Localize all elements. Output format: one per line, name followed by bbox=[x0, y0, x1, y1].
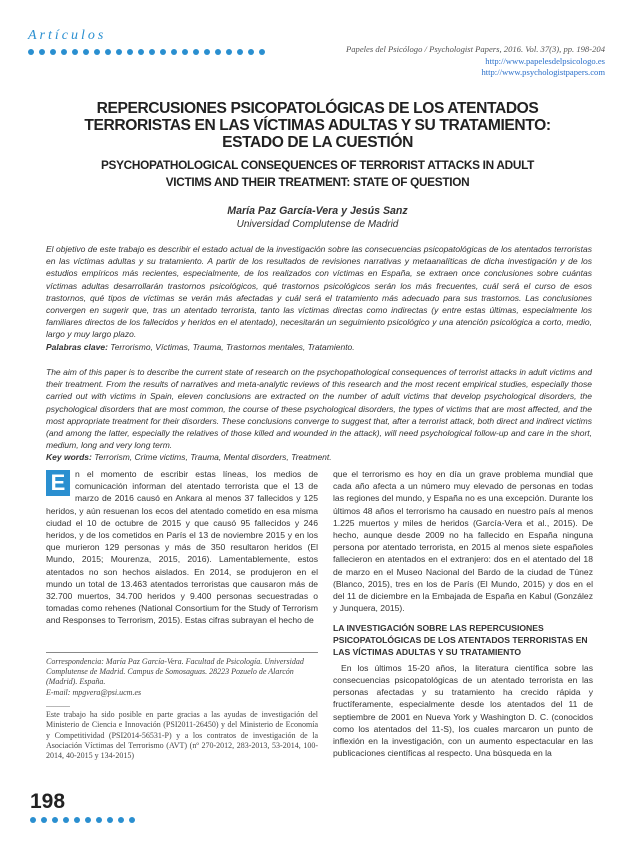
dot-icon bbox=[50, 49, 56, 55]
title-english bbox=[40, 157, 595, 191]
dot-icon bbox=[226, 49, 232, 55]
dot-icon bbox=[85, 817, 91, 823]
body-column-right bbox=[333, 468, 593, 759]
title-es-line: ESTADO DE LA CUESTIÓN bbox=[222, 134, 413, 151]
dot-icon bbox=[237, 49, 243, 55]
dot-icon bbox=[182, 49, 188, 55]
title-es-line: REPERCUSIONES PSICOPATOLÓGICAS DE LOS ATENTADOS bbox=[96, 100, 539, 117]
dot-icon bbox=[127, 49, 133, 55]
dot-icon bbox=[63, 817, 69, 823]
correspondence-email[interactable]: E-mail: mpgvera@psi.ucm.es bbox=[46, 687, 142, 697]
journal-citation: Papeles del Psicólogo / Psychologist Papers, 2016. Vol. 37(3), pp. 198-204 bbox=[346, 44, 605, 54]
keywords-spanish bbox=[46, 341, 592, 353]
dot-icon bbox=[171, 49, 177, 55]
journal-url-1[interactable]: http://www.papelesdelpsicologo.es bbox=[485, 55, 605, 66]
funding-text: Este trabajo ha sido posible en parte gracias a las ayudas de investigación del Ministerio de Ciencia e Innovación (PSI2011-26450) y del Ministerio de Economía y Competitividad (PSI2014-56531-P) y a los contratos de investigación de la Asociación Víctimas del Terrorismo (AVT) (nº 270-2012, 283-2013, 53-2014, 100-2014, 40-2015 y 134-2015) bbox=[46, 710, 318, 761]
abstract-en-text: The aim of this paper is to describe the current state of research on the psychopathological consequences of terrorist attacks in adult victims and their treatment. From the results of narratives and meta-analytic reviews of this research and the most recent empirical studies, especially those carried out with victims in Spain, eleven conclusions are extracted on the number of adult victims that develop psychological disorders, the psychological disorders that are most common, the course of these psychological disorders, the types of victims that are most affected, and the most appropriate treatment for their disorders. These conclusions converge to suggest that, after a terrorist attack, both direct and indirect victims (and among the latter, especially the relatives of those killed and wounded in the attack), will need psychological follow-up and care in the short, medium, long and very long term. bbox=[46, 367, 592, 451]
dot-icon bbox=[116, 49, 122, 55]
dot-icon bbox=[105, 49, 111, 55]
dot-icon bbox=[52, 817, 58, 823]
drop-cap: E bbox=[46, 470, 70, 496]
footnote-divider bbox=[46, 652, 318, 653]
dot-icon bbox=[160, 49, 166, 55]
affiliation: Universidad Complutense de Madrid bbox=[236, 219, 399, 230]
keywords-es-label: Palabras clave: bbox=[46, 341, 108, 352]
dot-icon bbox=[72, 49, 78, 55]
dot-icon bbox=[61, 49, 67, 55]
body-paragraph: En los últimos 15-20 años, la literatura científica sobre las consecuencias psicopatológicas de un atentado terrorista en las personas afectadas y su tratamiento ha crecido rápida y fructíferamente, especialmente desde los atentados del 11 de septiembre de 2001 en Nueva York y Washington D. C. (conocidos como los atentados del 11-S), los cuales marcaron un punto de inflexión en la investigación, con un aumento espectacular en las publicaciones científicas al respecto. Una búsqueda en la bbox=[333, 662, 593, 759]
authors: María Paz García-Vera y Jesús Sanz bbox=[227, 205, 408, 217]
keywords-es-text: Terrorismo, Víctimas, Trauma, Trastornos mentales, Tratamiento. bbox=[110, 341, 355, 352]
title-spanish bbox=[40, 100, 595, 151]
dot-icon bbox=[118, 817, 124, 823]
dot-icon bbox=[74, 817, 80, 823]
title-es-line: TERRORISTAS EN LAS VÍCTIMAS ADULTAS Y SU TRATAMIENTO: bbox=[84, 117, 551, 134]
dot-icon bbox=[28, 49, 34, 55]
journal-url-2[interactable]: http://www.psychologistpapers.com bbox=[481, 67, 605, 77]
body-column-left bbox=[46, 468, 318, 627]
body-paragraph: que el terrorismo es hoy en día un grave problema mundial que cada año afecta a un número muy elevado de personas en todas las regiones del mundo, y España no es una excepción. Durante los últimos 48 años el terrorismo ha causado en nuestro país al menos 1.225 muertos y miles de heridos (García-Vera et al., 2015). De hecho, aunque desde 2009 no ha fallecido en España ninguna persona por atentado terrorista, en 2015 al menos siete españoles fallecieron en atentados en el extranjero: dos en el atentado del 18 de marzo en el Museo Nacional del Bardo de la ciudad de Túnez (Blanco, 2015), tres en los de París (El Mundo, 2015) y dos en el del 11 de diciembre en la Embajada de España en Kabul (González y Junquera, 2015). bbox=[333, 469, 593, 614]
abstract-english bbox=[46, 366, 592, 464]
journal-header bbox=[346, 44, 605, 79]
footnote-separator: ............ bbox=[46, 700, 70, 709]
title-en-line: PSYCHOPATHOLOGICAL CONSEQUENCES OF TERRORIST ATTACKS IN ADULT bbox=[100, 158, 535, 172]
dot-icon bbox=[94, 49, 100, 55]
dot-icon bbox=[39, 49, 45, 55]
dot-icon bbox=[96, 817, 102, 823]
section-heading: LA INVESTIGACIÓN SOBRE LAS REPERCUSIONES PSICOPATOLÓGICAS DE LOS ATENTADOS TERRORISTAS EN LAS VÍCTIMAS ADULTAS Y SU TRATAMIENTO bbox=[333, 623, 588, 658]
dot-icon bbox=[41, 817, 47, 823]
abstract-es-text: El objetivo de este trabajo es describir el estado actual de la investigación sobre las consecuencias psicopatológicas de los atentados terroristas en las víctimas adultas y su tratamiento. A partir de los resultados de revisiones narrativas y metaanalíticas de dicha investigación y de los estudios empíricos más recientes, especialmente, de los realizados con víctimas en España, se extraen once conclusiones sobre cuántas víctimas adultas desarrollarán trastornos psicológicos, qué trastornos psicológicos serán los más frecuentes, cuál será el curso de esos trastornos, qué tipos de víctimas se verán más afectadas y cuál será el tratamiento más adecuado para sus trastornos. Las conclusiones convergen en sugerir que, tras un atentado terrorista, tanto las víctimas directas como indirectas (y entre estas últimas, especialmente los familiares directos de los fallecidos y heridos en el atentado), necesitarán un seguimiento psicológico y una atención psicológica a corto, medio, largo y muy largo plazo. bbox=[46, 244, 592, 340]
section-label: Artículos bbox=[28, 28, 107, 43]
dot-icon bbox=[107, 817, 113, 823]
decorative-dots-bottom bbox=[30, 817, 135, 823]
dot-icon bbox=[259, 49, 265, 55]
dot-icon bbox=[204, 49, 210, 55]
correspondence-text: Correspondencia: María Paz García-Vera. Facultad de Psicología. Universidad Complutense de Madrid. Campus de Somosaguas. 28223 Pozuelo de Alarcón (Madrid). España. bbox=[46, 657, 304, 687]
keywords-en-text: Terrorism, Crime victims, Trauma, Mental disorders, Treatment. bbox=[94, 452, 332, 463]
dot-icon bbox=[83, 49, 89, 55]
title-en-line: VICTIMS AND THEIR TREATMENT: STATE OF QUESTION bbox=[165, 175, 470, 189]
dot-icon bbox=[129, 817, 135, 823]
keywords-english bbox=[46, 451, 592, 463]
correspondence-note bbox=[46, 657, 318, 698]
dot-icon bbox=[215, 49, 221, 55]
abstract-spanish bbox=[46, 243, 592, 353]
keywords-en-label: Key words: bbox=[46, 452, 92, 463]
decorative-dots-top bbox=[28, 49, 265, 55]
dot-icon bbox=[248, 49, 254, 55]
dot-icon bbox=[149, 49, 155, 55]
dot-icon bbox=[30, 817, 36, 823]
funding-note bbox=[46, 700, 318, 761]
body-paragraph: n el momento de escribir estas líneas, los medios de comunicación informan del atentado terrorista que el 13 de marzo de 2016 causó en Ankara al menos 37 fallecidos y 125 heridos, y aún resuenan los ecos del atentado cometido en esa misma ciudad el 10 de octubre de 2015 y que causó 95 fallecidos y 246 heridos, y de los cometidos en París el 13 de noviembre 2015 y en los que murieron 129 personas y más de 350 resultaron heridos (El Mundo, 2015; Mourenza, 2015, 2016). Lamentablemente, estos atentados no son hechos aislados. En 2014, se produjeron en el mundo un total de 13.463 atentados terroristas que causaron más de 32.700 muertos, 34.700 heridos y 9.400 personas secuestradas o tomadas como rehenes (National Consortium for the Study of Terrorism and Responses to Terrorism, 2015). Estas cifras subrayan el hecho de bbox=[46, 469, 318, 626]
dot-icon bbox=[138, 49, 144, 55]
page-number: 198 bbox=[30, 790, 66, 813]
dot-icon bbox=[193, 49, 199, 55]
